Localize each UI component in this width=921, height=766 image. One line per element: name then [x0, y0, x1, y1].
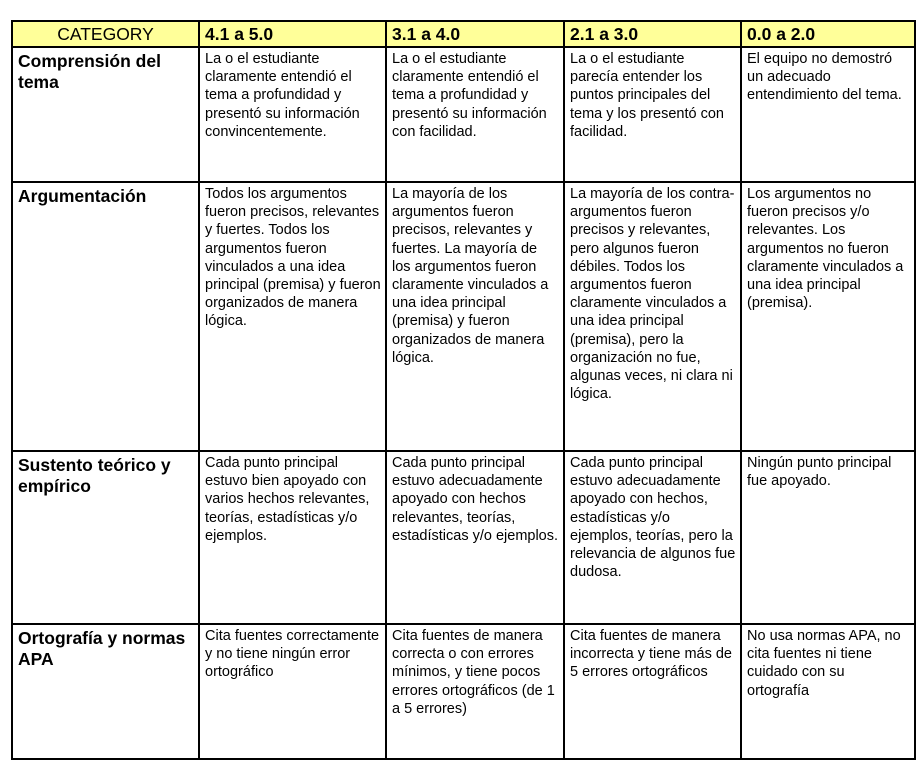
level-header-3: 2.1 a 3.0 [564, 21, 741, 47]
criterion-argumentacion: Argumentación [12, 182, 199, 451]
table-cell: Cita fuentes de manera incorrecta y tiene más de 5 errores ortográficos [564, 624, 741, 759]
table-cell: La o el estudiante parecía entender los puntos principales del tema y los presentó con facilidad. [564, 47, 741, 182]
table-cell: Cada punto principal estuvo bien apoyado con varios hechos relevantes, teorías, estadísticas y/o ejemplos. [199, 451, 386, 624]
table-cell: Cita fuentes de manera correcta o con errores mínimos, y tiene pocos errores ortográficos (de 1 a 5 errores) [386, 624, 564, 759]
table-cell: Cada punto principal estuvo adecuadamente apoyado con hechos, estadísticas y/o ejemplos, teorías, pero la relevancia de algunos fue dudosa. [564, 451, 741, 624]
level-header-2: 3.1 a 4.0 [386, 21, 564, 47]
table-cell: La mayoría de los contra-argumentos fueron precisos y relevantes, pero algunos fueron débiles. Todos los argumentos fueron claramente vinculados a una idea principal (premisa), pero la organización no fue, algunas veces, ni clara ni lógica. [564, 182, 741, 451]
header-row [12, 21, 915, 47]
level-header-1: 4.1 a 5.0 [199, 21, 386, 47]
criterion-comprension: Comprensión del tema [12, 47, 199, 182]
table-row [12, 47, 915, 182]
table-cell: La o el estudiante claramente entendió el tema a profundidad y presentó su información con facilidad. [386, 47, 564, 182]
level-header-4: 0.0 a 2.0 [741, 21, 915, 47]
table-row [12, 624, 915, 759]
table-cell: Todos los argumentos fueron precisos, relevantes y fuertes. Todos los argumentos fueron vinculados a una idea principal (premisa) y fueron organizados de manera lógica. [199, 182, 386, 451]
table-cell: El equipo no demostró un adecuado entendimiento del tema. [741, 47, 915, 182]
rubric-table [11, 20, 916, 760]
table-cell: La o el estudiante claramente entendió el tema a profundidad y presentó su información convincentemente. [199, 47, 386, 182]
criterion-sustento: Sustento teórico y empírico [12, 451, 199, 624]
table-cell: La mayoría de los argumentos fueron precisos, relevantes y fuertes. La mayoría de los argumentos fueron claramente vinculados a una idea principal (premisa) y fueron organizados de manera lógica. [386, 182, 564, 451]
table-cell: No usa normas APA, no cita fuentes ni tiene cuidado con su ortografía [741, 624, 915, 759]
table-cell: Cada punto principal estuvo adecuadamente apoyado con hechos relevantes, teorías, estadísticas y/o ejemplos. [386, 451, 564, 624]
table-cell: Ningún punto principal fue apoyado. [741, 451, 915, 624]
criterion-ortografia: Ortografía y normas APA [12, 624, 199, 759]
table-row [12, 451, 915, 624]
table-cell: Cita fuentes correctamente y no tiene ningún error ortográfico [199, 624, 386, 759]
table-cell: Los argumentos no fueron precisos y/o relevantes. Los argumentos no fueron claramente vinculados a una idea principal (premisa). [741, 182, 915, 451]
table-row [12, 182, 915, 451]
category-header: CATEGORY [12, 21, 199, 47]
